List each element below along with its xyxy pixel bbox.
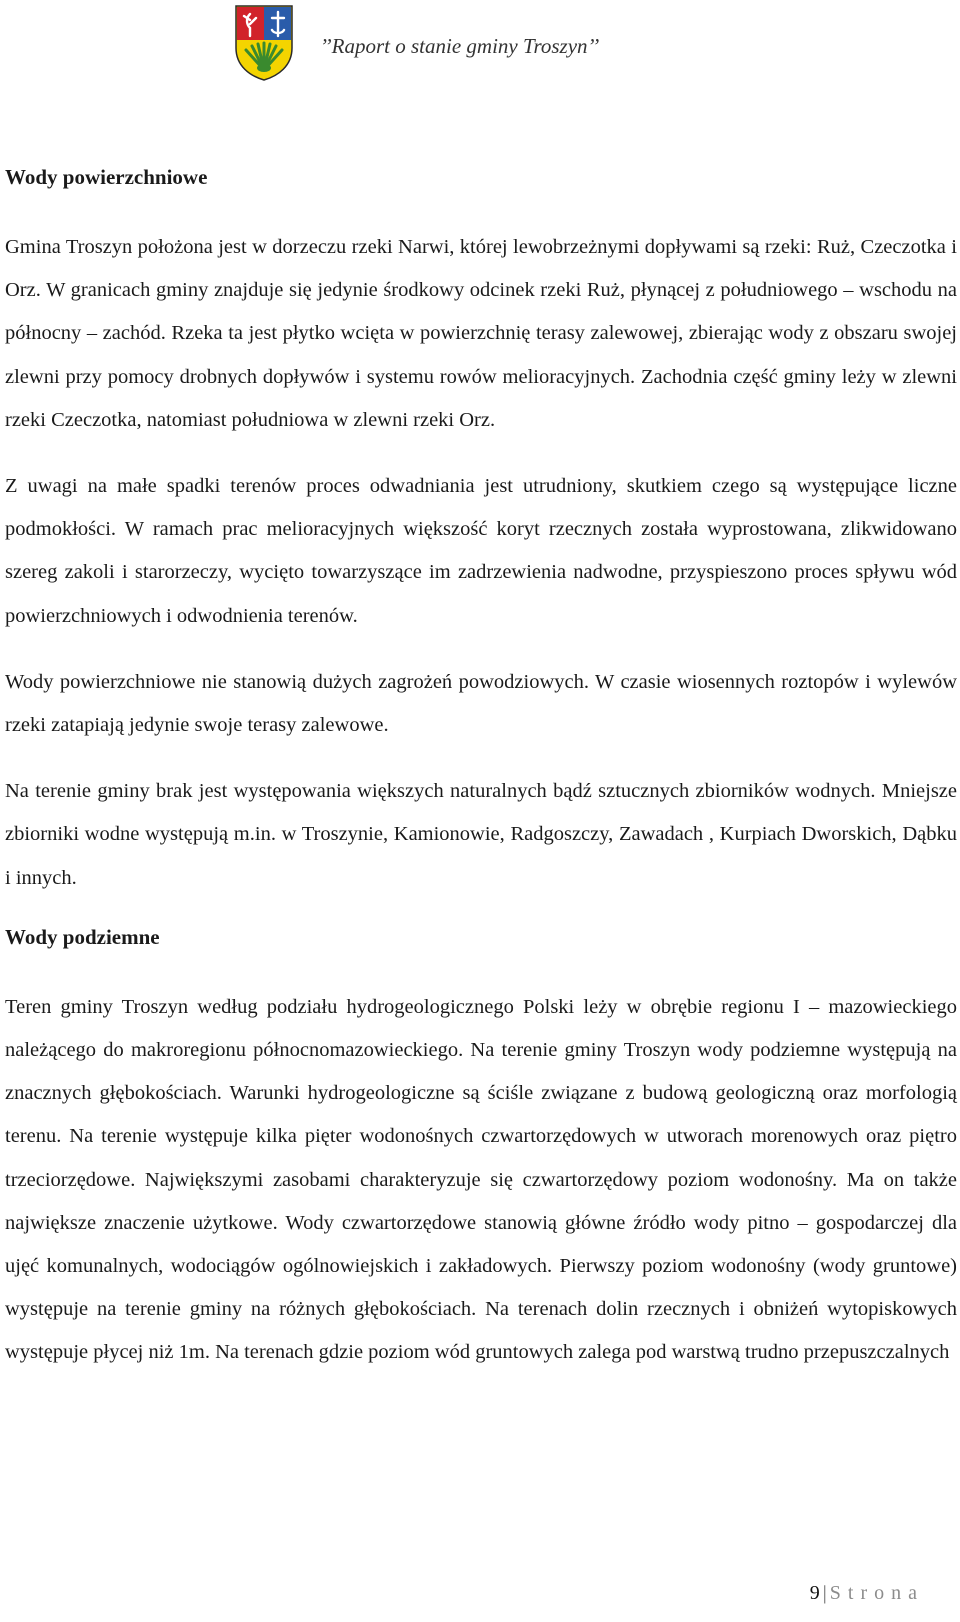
paragraph: Teren gminy Troszyn według podziału hydrogeologicznego Polski leży w obrębie regionu I – mazowieckiego należącego do makroregionu północnomazowieckiego. Na terenie gminy Troszyn wody podziemne występują na znacznych głębokościach. Warunki hydrogeologiczne są ściśle związane z budową geologiczną oraz morfologią terenu. Na terenie występuje kilka pięter wodonośnych czwartorzędowych w utworach morenowych oraz piętro trzeciorzędowe. Największymi zasobami charakteryzuje się czwartorzędowy poziom wodonośny. Ma on także największe znaczenie użytkowe. Wody czwartorzędowe stanowią główne źródło wody pitno – gospodarczej dla ujęć komunalnych, wodociągów ogólnowiejskich i zakładowych. Pierwszy poziom wodonośny (wody gruntowe) występuje na terenie gminy na różnych głębokościach. Na terenach dolin rzecznych i obniżeń wytopiskowych występuje płycej niż 1m. Na terenach gdzie poziom wód gruntowych zalega pod warstwą trudno przepuszczalnych	[5, 995, 957, 1364]
paragraph: Na terenie gminy brak jest występowania większych naturalnych bądź sztucznych zbiorników wodnych. Mniejsze zbiorniki wodne występują m.in. w Troszynie, Kamionowie, Radgoszczy, Zawadach , Kurpiach Dworskich, Dąbku i innych.	[5, 780, 957, 889]
footer-separator: |	[822, 1582, 827, 1604]
section-heading-groundwater: Wody podziemne	[5, 924, 160, 949]
paragraph: Wody powierzchniowe nie stanowią dużych zagrożeń powodziowych. W czasie wiosennych roztopów i wylewów rzeki zatapiają jedynie swoje terasy zalewowe.	[5, 670, 957, 737]
page-number: 9	[809, 1582, 820, 1604]
paragraph: Z uwagi na małe spadki terenów proces odwadniania jest utrudniony, skutkiem czego są występujące liczne podmokłości. W ramach prac melioracyjnych większość koryt rzecznych została wyprostowana, zlikwidowano szereg zakoli i starorzeczy, wycięto towarzyszące im zadrzewienia nadwodne, przyspieszono proces spływu wód powierzchniowych i odwodnienia terenów.	[5, 475, 957, 627]
report-title: ’’Raport o stanie gminy Troszyn’’	[320, 34, 600, 58]
page-header	[0, 0, 960, 100]
page-footer	[810, 1582, 924, 1605]
paragraph: Gmina Troszyn położona jest w dorzeczu rzeki Narwi, której lewobrzeżnymi dopływami są rzeki: Ruż, Czeczotka i Orz. W granicach gminy znajduje się jedynie środkowy odcinek rzeki Ruż, płynącej z południowego – wschodu na północny – zachód. Rzeka ta jest płytko wcięta w powierzchnię terasy zalewowej, zbierając wody z obszaru swojej zlewni przy pomocy drobnych dopływów i systemu rowów melioracyjnych. Zachodnia część gminy leży w zlewni rzeki Czeczotka, natomiast południowa w zlewni rzeki Orz.	[5, 236, 957, 431]
section-heading-surface-waters: Wody powierzchniowe	[5, 165, 208, 189]
document-body	[5, 152, 957, 1375]
coat-of-arms-logo	[234, 4, 294, 82]
page-label: Strona	[829, 1582, 924, 1604]
